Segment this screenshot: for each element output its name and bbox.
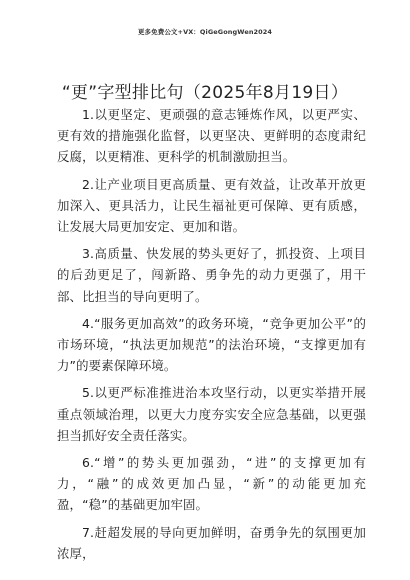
document-body [57,104,366,570]
paragraph-5: 5.以更严标准推进治本攻坚行动，以更实举措开展重点领域治理，以更大力度夯实安全应急基础，以更强担当抓好安全责任落实。 [57,385,366,443]
paragraph-2: 2.让产业项目更高质量、更有效益，让改革开放更加深入、更具活力，让民生福祉更可保障、更有质感，让发展大局更加安定、更加和谐。 [57,176,366,235]
paragraph-7: 7.赶超发展的导向更加鲜明，奋勇争先的氛围更加浓厚， [57,524,366,561]
paragraph-3: 3.高质量、快发展的势头更好了，抓投资、上项目的后劲更足了，闯新路、勇争先的动力更强了，用干部、比担当的导向更明了。 [57,246,366,304]
paragraph-1: 1.以更坚定、更顽强的意志锤炼作风，以更严实、更有效的措施强化监督，以更坚决、更鲜明的态度肃纪反腐，以更精准、更科学的机制激励担当。 [57,107,366,165]
paragraph-6: 6.“增”的势头更加强劲，“进”的支撑更加有力，“融”的成效更加凸显，“新”的动能更加充盈，“稳”的基础更加牢固。 [57,455,366,513]
document-title: “更”字型排比句（2025年8月19日） [61,83,349,103]
header-note: 更多免费公文+VX：QiGeGongWen2024 [137,28,273,36]
paragraph-4: 4.“服务更加高效”的政务环境，“竞争更加公平”的市场环境，“执法更加规范”的法治环境，“支撑更加有力”的要素保障环境。 [57,315,366,374]
